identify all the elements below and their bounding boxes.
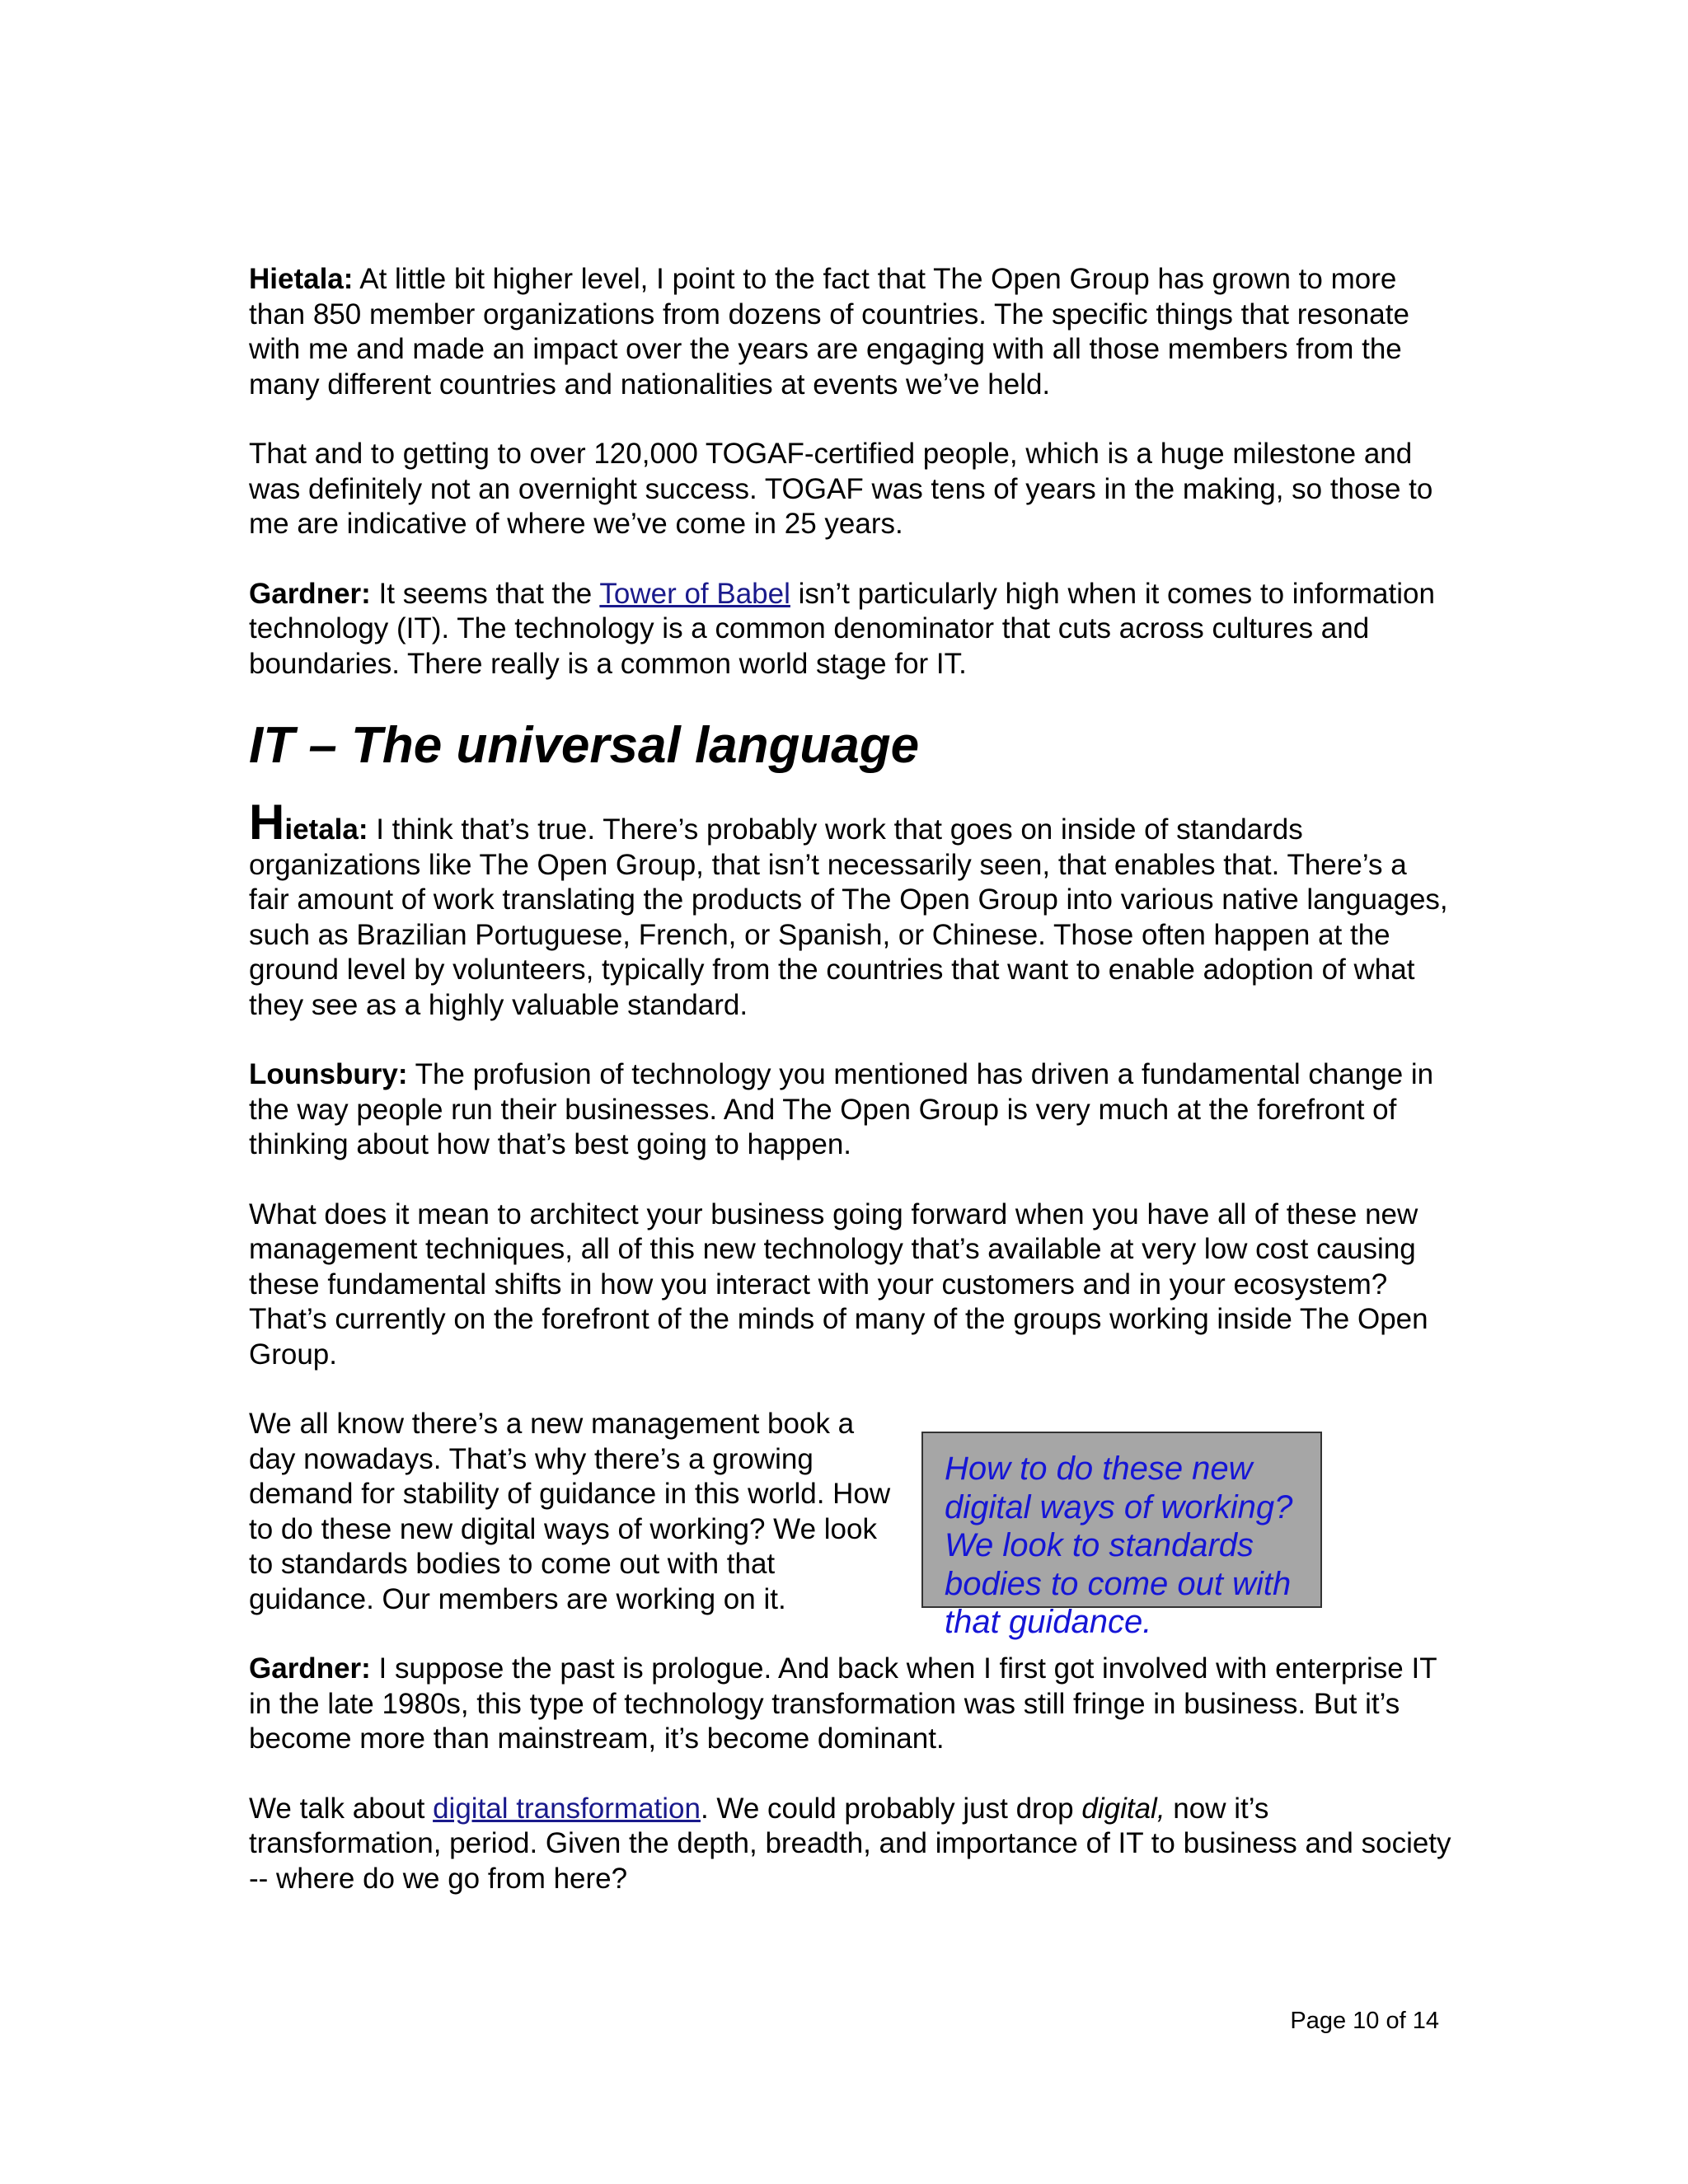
paragraph-management-book xyxy=(249,1407,892,1617)
paragraph-hietala-2 xyxy=(249,794,1452,1023)
paragraph-gardner-2 xyxy=(249,1652,1452,1757)
page-content xyxy=(249,262,1452,1931)
paragraph-text: I suppose the past is prologue. And back when I first got involved with enterprise IT in the late 1980s, this type of technology transformation was still fringe in business. But it’s become more than mainstream, it’s become dominant. xyxy=(249,1652,1437,1755)
paragraph-architect xyxy=(249,1197,1452,1373)
speaker-name: Hietala: xyxy=(249,263,354,295)
paragraph-with-pullquote xyxy=(249,1407,1452,1640)
speaker-name: Lounsbury: xyxy=(249,1058,408,1090)
paragraph-lounsbury-1 xyxy=(249,1057,1452,1163)
paragraph-text: At little bit higher level, I point to the fact that The Open Group has grown to more than 850 member organizations from dozens of countries. The specific things that resonate with me and made an impact over the years are engaging with all those members from the many different countries and nationalities at events we’ve held. xyxy=(249,263,1409,401)
paragraph-transformation xyxy=(249,1792,1452,1897)
tower-of-babel-link[interactable]: Tower of Babel xyxy=(599,577,790,610)
paragraph-text: I think that’s true. There’s probably work that goes on inside of standards organizations like The Open Group, that isn’t necessarily seen, that enables that. There’s a fair amount of work translating the products of The Open Group into various native languages, such as Brazilian Portuguese, French, or Spanish, or Chinese. Those often happen at the ground level by volunteers, typically from the countries that want to enable adoption of what they see as a highly valuable standard. xyxy=(249,813,1448,1021)
speaker-name: ietala: xyxy=(284,813,368,846)
section-heading: IT – The universal language xyxy=(249,717,920,774)
paragraph-text: . We could probably just drop xyxy=(700,1792,1082,1825)
speaker-name: Gardner: xyxy=(249,577,371,610)
paragraph-text: It seems that the xyxy=(370,577,600,610)
emphasis-text: digital, xyxy=(1081,1792,1165,1825)
paragraph-text: isn’t particularly high when it comes to information technology (IT). The technology is a common denominator that cuts across cultures and boundaries. There really is a common world stage for IT. xyxy=(249,577,1435,680)
paragraph-text: We talk about xyxy=(249,1792,434,1825)
paragraph-text: The profusion of technology you mentioned has driven a fundamental change in the way people run their businesses. And The Open Group is very much at the forefront of thinking about how that’s best going to happen. xyxy=(249,1058,1434,1160)
paragraph-gardner-1 xyxy=(249,577,1452,682)
digital-transformation-link[interactable]: digital transformation xyxy=(433,1792,701,1825)
speaker-name: Gardner: xyxy=(249,1652,371,1685)
paragraph-hietala-1 xyxy=(249,262,1452,402)
drop-cap: H xyxy=(249,794,285,850)
paragraph-text: We all know there’s a new management book a day nowadays. That’s why there’s a growing demand for stability of guidance in this world. How to do these new digital ways of working? We look to standards bodies to come out with that guidance. Our members are working on it. xyxy=(249,1408,891,1615)
pull-quote-box: How to do these new digital ways of working? We look to standards bodies to come out with that guidance. xyxy=(921,1432,1322,1608)
paragraph-text: That and to getting to over 120,000 TOGAF-certified people, which is a huge milestone and was definitely not an overnight success. TOGAF was tens of years in the making, so those to me are indicative of where we’ve come in 25 years. xyxy=(249,438,1433,540)
page-number: Page 10 of 14 xyxy=(1290,2008,1439,2034)
paragraph-togaf xyxy=(249,437,1452,542)
paragraph-text: now it’s transformation, period. Given the depth, breadth, and importance of IT to business and society -- where do we go from here? xyxy=(249,1792,1451,1895)
paragraph-text: What does it mean to architect your business going forward when you have all of these new management techniques, all of this new technology that’s available at very low cost causing these fundamental shifts in how you interact with your customers and in your ecosystem? That’s currently on the forefront of the minds of many of the groups working inside The Open Group. xyxy=(249,1197,1428,1371)
